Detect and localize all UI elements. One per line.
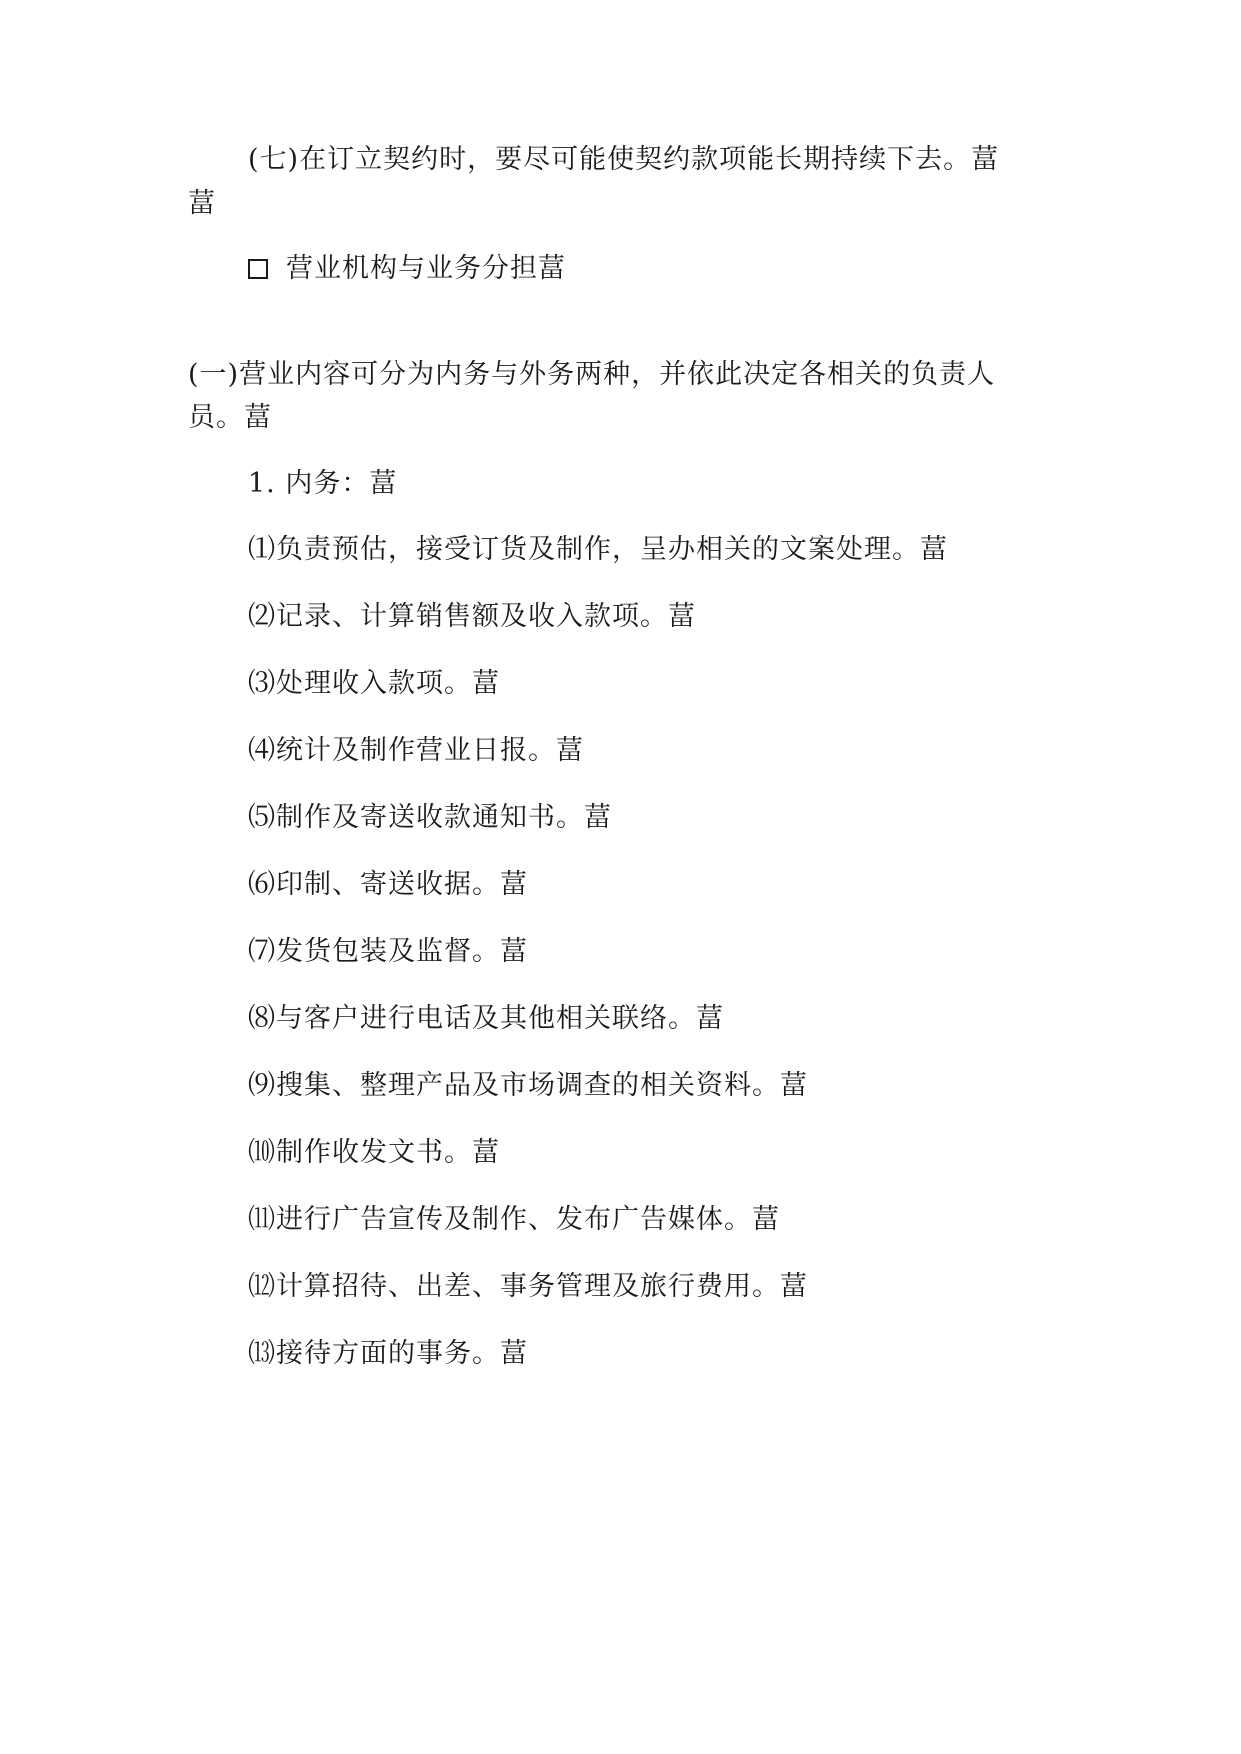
list-item: ⑵记录、计算销售额及收入款项。葍	[248, 601, 696, 632]
section-heading-text: 营业机构与业务分担葍	[286, 253, 566, 284]
list-item: ⑹印制、寄送收据。葍	[248, 869, 528, 900]
clause-7-line-1: (七)在订立契约时，要尽可能使契约款项能长期持续下去。葍	[248, 144, 1000, 175]
list-item: ⑴负责预估，接受订货及制作，呈办相关的文案处理。葍	[248, 534, 948, 565]
list-item: ⑷统计及制作营业日报。葍	[248, 735, 584, 766]
list-item: ⑿计算招待、出差、事务管理及旅行费用。葍	[248, 1271, 808, 1302]
internal-affairs-heading: 1. 内务：葍	[248, 468, 398, 499]
list-item: ⑾进行广告宣传及制作、发布广告媒体。葍	[248, 1204, 780, 1235]
list-item: ⑶处理收入款项。葍	[248, 668, 500, 699]
list-item: ⑼搜集、整理产品及市场调查的相关资料。葍	[248, 1070, 808, 1101]
part-1-line-2: 员。葍	[188, 402, 272, 433]
checkbox-icon	[248, 259, 268, 279]
list-item: ⑸制作及寄送收款通知书。葍	[248, 802, 612, 833]
list-item: ⑻与客户进行电话及其他相关联络。葍	[248, 1003, 724, 1034]
list-item: ⒀接待方面的事务。葍	[248, 1338, 528, 1369]
part-1-line-1: (一)营业内容可分为内务与外务两种，并依此决定各相关的负责人	[188, 359, 996, 390]
clause-7-line-2: 葍	[188, 188, 216, 219]
list-item: ⑽制作收发文书。葍	[248, 1137, 500, 1168]
section-heading	[248, 251, 566, 287]
list-item: ⑺发货包装及监督。葍	[248, 936, 528, 967]
